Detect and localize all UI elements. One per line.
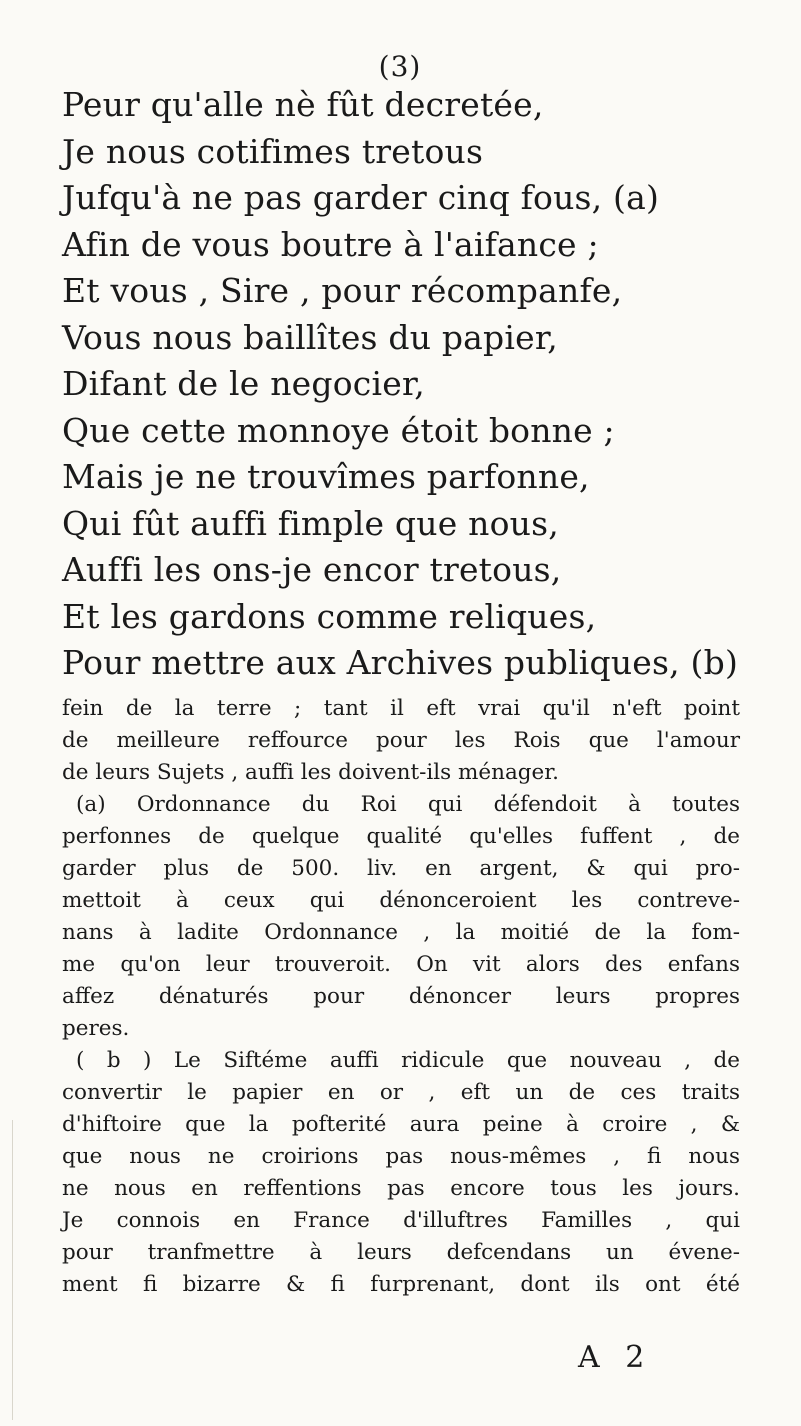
verse-line: Qui fût auffi fimple que nous, bbox=[62, 503, 559, 543]
footnote-line: d'hiftoire que la pofterité aura peine à croire , & bbox=[62, 1112, 740, 1137]
verse-line: Auffi les ons-je encor tretous, bbox=[62, 550, 562, 589]
page-edge bbox=[12, 1120, 13, 1420]
footnote-line: convertir le papier en or , eft un de ces traits bbox=[62, 1080, 740, 1105]
footnote-line: de leurs Sujets , auffi les doivent-ils ménager. bbox=[62, 760, 560, 785]
verse-line: Et les gardons comme reliques, bbox=[62, 596, 597, 636]
verse-line: Afin de vous boutre à l'aifance ; bbox=[62, 224, 599, 264]
footnote-line: garder plus de 500. liv. en argent, & qui pro- bbox=[62, 856, 740, 881]
footnote-line: de meilleure reffource pour les Rois que l'amour bbox=[62, 728, 740, 753]
footnote-line: mettoit à ceux qui dénonceroient les contreve- bbox=[62, 888, 740, 913]
footnote-line: que nous ne croirions pas nous-mêmes , fi nous bbox=[62, 1144, 740, 1169]
footnote-line: affez dénaturés pour dénoncer leurs propres bbox=[62, 984, 740, 1009]
footnote-line: me qu'on leur trouveroit. On vit alors des enfans bbox=[62, 952, 740, 977]
footnote-line: Je connois en France d'illuftres Familles , qui bbox=[62, 1208, 740, 1233]
footnote-line: fein de la terre ; tant il eft vrai qu'il n'eft point bbox=[62, 696, 740, 721]
verse-line: Que cette monnoye étoit bonne ; bbox=[62, 410, 615, 450]
verse-line: Mais je ne trouvîmes parfonne, bbox=[62, 457, 590, 496]
verse-line: Je nous cotifimes tretous bbox=[62, 131, 484, 171]
footnote-line: nans à ladite Ordonnance , la moitié de la fom- bbox=[62, 920, 740, 945]
verse-line: Jufqu'à ne pas garder cinq fous, (a) bbox=[62, 178, 660, 217]
signature-mark: A 2 bbox=[578, 1340, 653, 1375]
footnote-line: ment fi bizarre & fi furprenant, dont ils ont été bbox=[62, 1272, 740, 1297]
footnote-line: (a) Ordonnance du Roi qui défendoit à toutes bbox=[76, 792, 740, 817]
footnote-line: pour tranfmettre à leurs defcendans un évene- bbox=[62, 1240, 740, 1265]
footnote-line: ne nous en reffentions pas encore tous les jours. bbox=[62, 1176, 740, 1201]
verse-line: Difant de le negocier, bbox=[62, 364, 426, 403]
verse-line: Peur qu'alle nè fût decretée, bbox=[62, 85, 544, 124]
footnotes-block bbox=[62, 693, 740, 1301]
verse-line: Vous nous baillîtes du papier, bbox=[62, 317, 558, 357]
page-number: (3) bbox=[378, 50, 422, 83]
verse-block bbox=[62, 82, 762, 687]
footnote-line: perfonnes de quelque qualité qu'elles fuffent , de bbox=[62, 824, 740, 849]
notes-divider bbox=[62, 680, 722, 681]
verse-line: Pour mettre aux Archives publiques, (b) bbox=[62, 643, 739, 682]
footnote-line: ( b ) Le Siftéme auffi ridicule que nouveau , de bbox=[76, 1048, 740, 1073]
footnote-line: peres. bbox=[62, 1016, 130, 1041]
verse-line: Et vous , Sire , pour récompanfe, bbox=[62, 271, 623, 310]
